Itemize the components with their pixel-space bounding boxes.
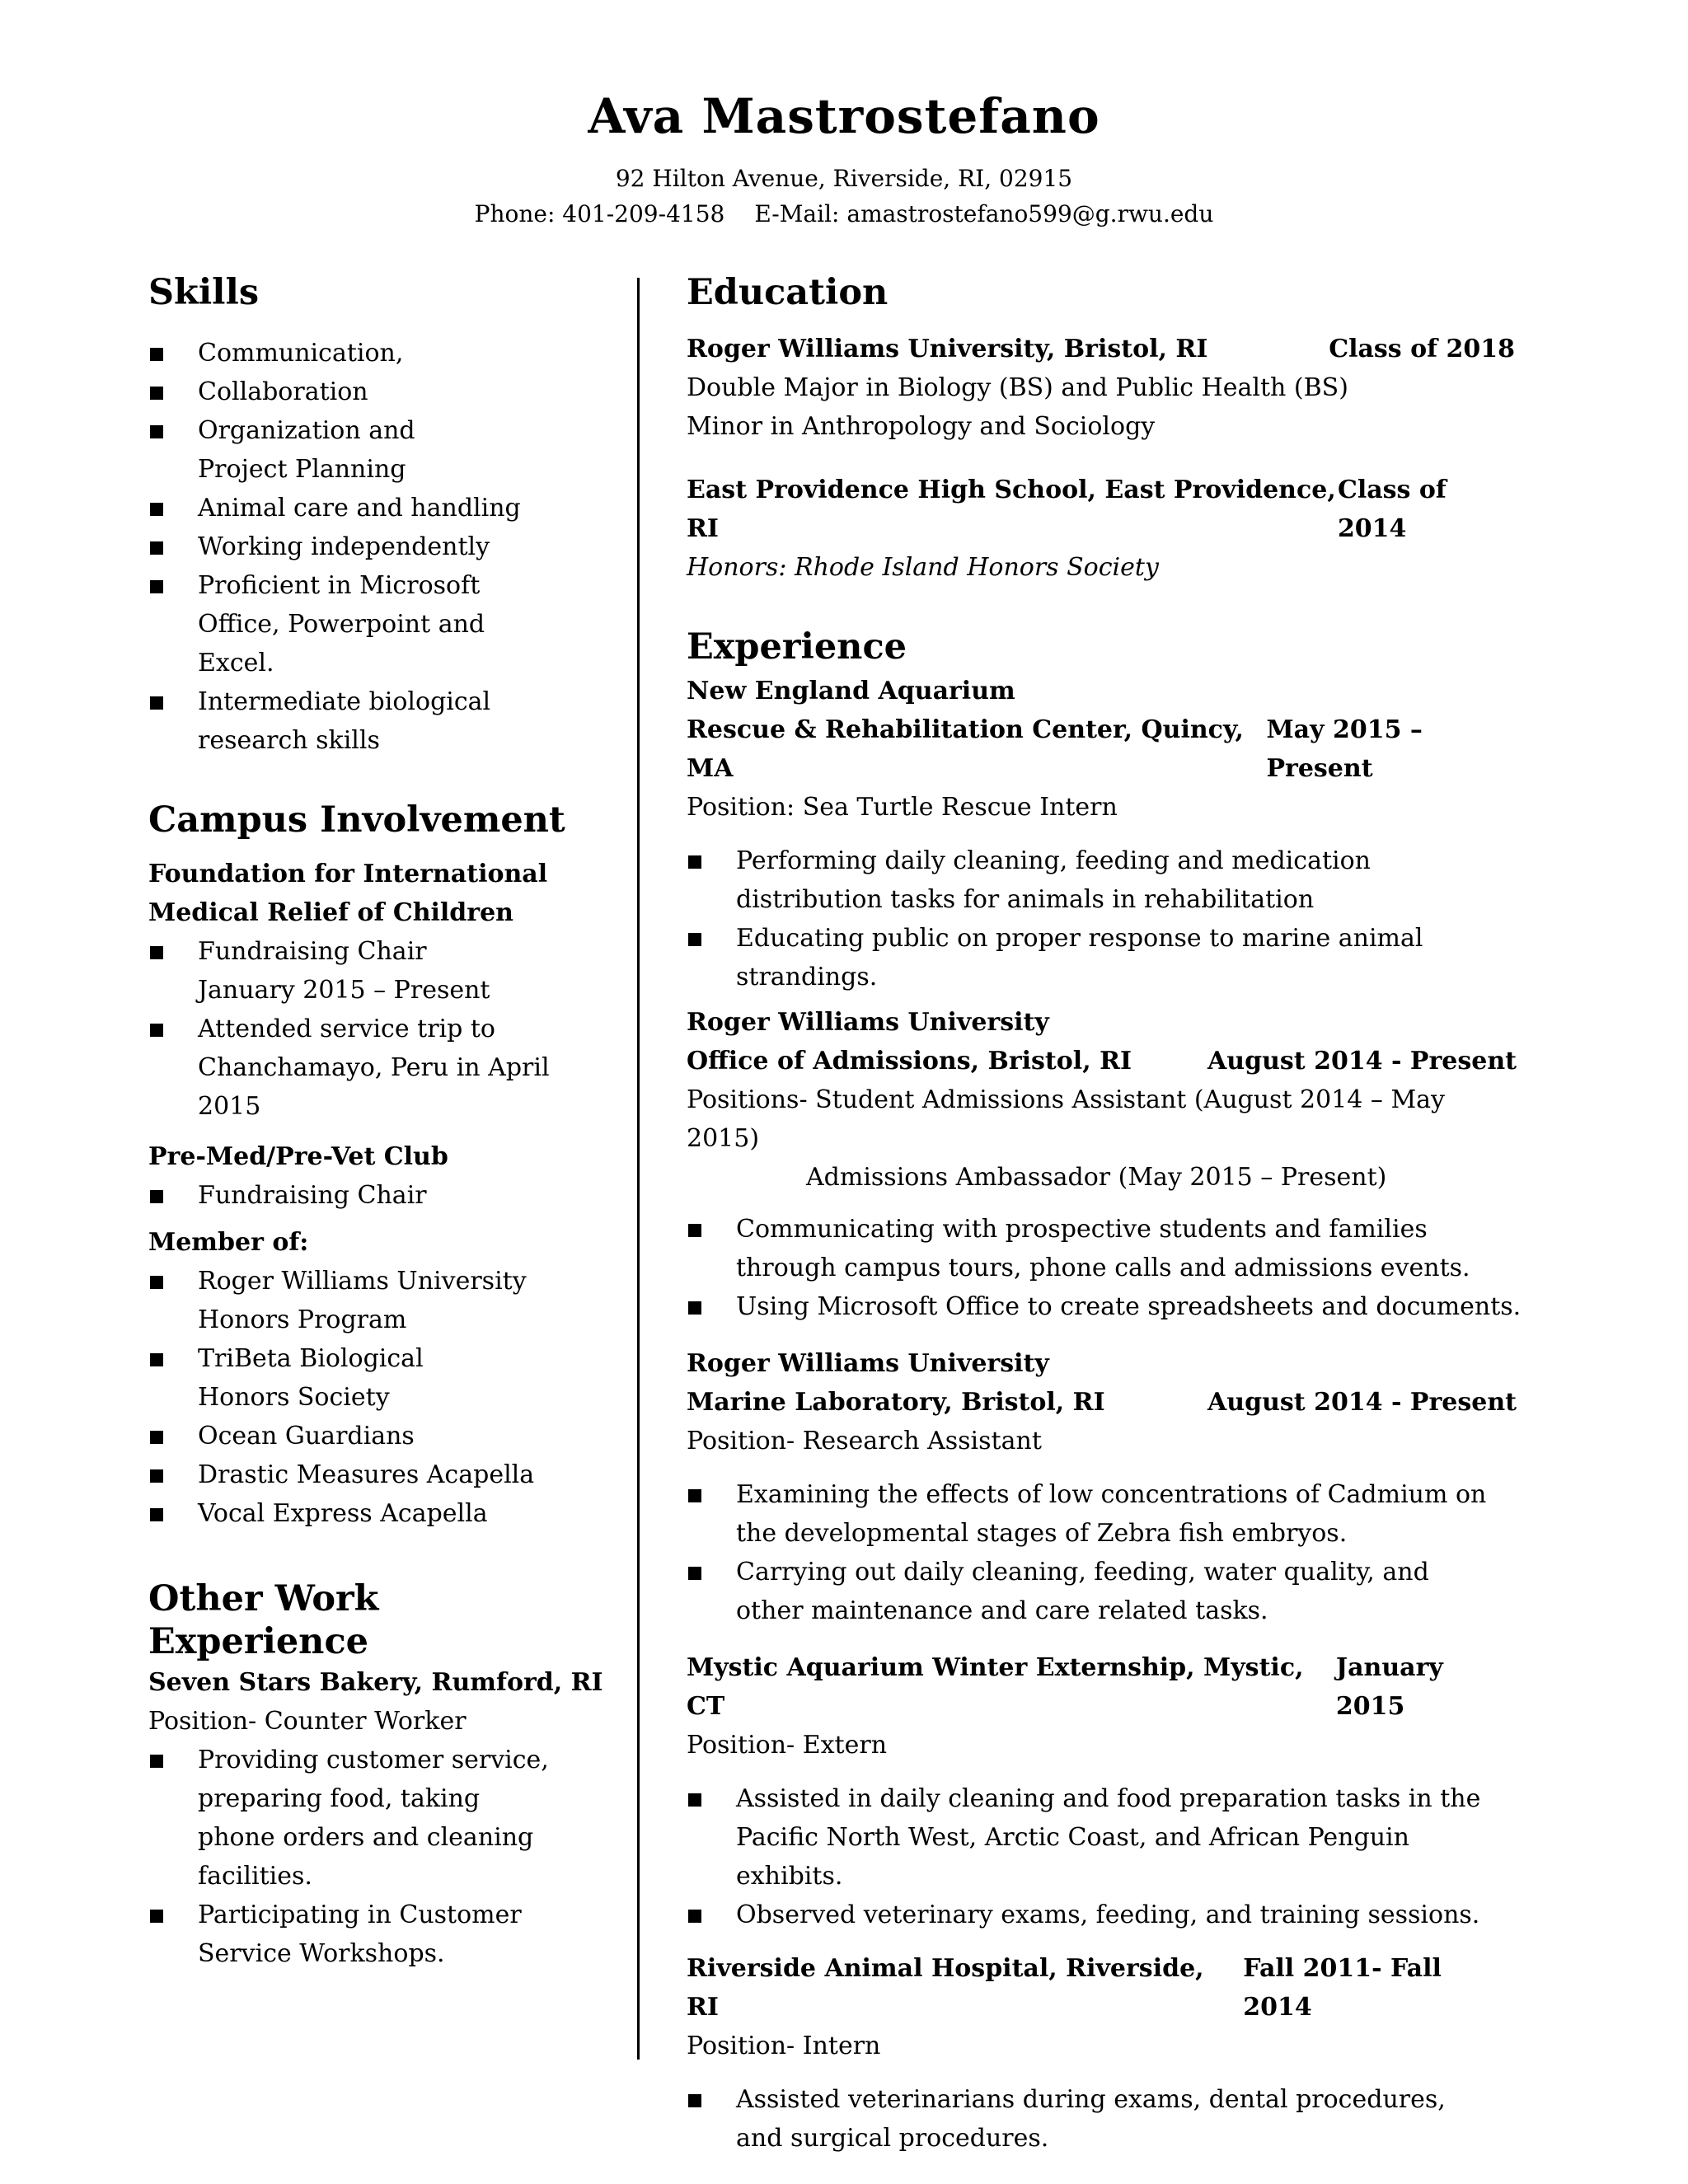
job-org: Roger Williams University (687, 1349, 1049, 1379)
campus-item: Attended service trip to Chanchamayo, Peru in April 2015 (148, 1010, 610, 1126)
job-item: Examining the effects of low concentrations of Cadmium on the developmental stages of Zebra fish embryos. (687, 1475, 1523, 1553)
job-item: Assisted veterinarians during exams, dental procedures, and surgical procedures. (687, 2080, 1523, 2158)
org-name: Foundation for International (148, 860, 548, 889)
school-name: Roger Williams University, Bristol, RI (687, 334, 1208, 363)
member-item: Roger Williams University Honors Program (148, 1262, 610, 1339)
job-place: Marine Laboratory, Bristol, RI (687, 1388, 1105, 1418)
skill-item: Communication, (148, 334, 610, 373)
phone: Phone: 401-209-4158 (474, 200, 725, 228)
employer: Seven Stars Bakery, Rumford, RI (148, 1668, 603, 1698)
skills-title: Skills (148, 272, 260, 313)
school-date: Class of 2014 (1337, 475, 1447, 543)
work-item: Providing customer service, preparing food, taking phone orders and cleaning facilities. (148, 1741, 610, 1896)
other-work-title: Other Work Experience (148, 1578, 379, 1662)
right-column (687, 272, 1523, 2158)
school-date: Class of 2018 (1329, 334, 1515, 363)
job-position: Positions- Student Admissions Assistant (August 2014 – May 2015) (687, 1085, 1446, 1154)
education-row (687, 471, 1523, 548)
job-item: Using Microsoft Office to create spreadsheets and documents. (687, 1287, 1523, 1326)
email: E-Mail: amastrostefano599@g.rwu.edu (754, 200, 1214, 228)
job-place: Office of Admissions, Bristol, RI (687, 1047, 1132, 1076)
work-item: Participating in Customer Service Workshops. (148, 1896, 610, 1973)
job-item: Carrying out daily cleaning, feeding, water quality, and other maintenance and care related tasks. (687, 1553, 1523, 1630)
job-item: Performing daily cleaning, feeding and medication distribution tasks for animals in rehabilitation (687, 841, 1523, 919)
job-date: Fall 2011- Fall 2014 (1243, 1954, 1442, 2022)
contact-line (0, 200, 1688, 228)
job-row (687, 1648, 1523, 1726)
left-column (148, 272, 610, 1973)
org-name: Pre-Med/Pre-Vet Club (148, 1142, 448, 1172)
campus-item (148, 932, 610, 1010)
skill-item: Proficient in Microsoft Office, Powerpoint and Excel. (148, 566, 610, 682)
skill-item: Animal care and handling (148, 489, 610, 527)
job-place: Riverside Animal Hospital, Riverside, RI (687, 1954, 1204, 2022)
column-divider (637, 278, 640, 2060)
job-date: January 2015 (1335, 1653, 1443, 1722)
org-name: Medical Relief of Children (148, 898, 513, 928)
job-position: Admissions Ambassador (May 2015 – Present) (806, 1163, 1387, 1193)
campus-item-role: Fundraising Chair (198, 937, 427, 967)
degree: Double Major in Biology (BS) and Public Health (BS) (687, 373, 1348, 402)
member-item: TriBeta Biological Honors Society (148, 1339, 610, 1417)
job-org: Roger Williams University (687, 1008, 1049, 1038)
campus-title: Campus Involvement (148, 799, 565, 841)
job-position: Position: Sea Turtle Rescue Intern (687, 793, 1118, 823)
job-place: Mystic Aquarium Winter Externship, Mystic, CT (687, 1653, 1304, 1722)
experience-title: Experience (687, 626, 907, 668)
member-item: Ocean Guardians (148, 1417, 610, 1455)
education-row (687, 330, 1523, 368)
school-name: East Providence High School, East Providence, RI (687, 475, 1336, 543)
job-date: August 2014 - Present (1207, 1388, 1517, 1418)
education-title: Education (687, 272, 889, 313)
position: Position- Counter Worker (148, 1707, 467, 1736)
job-item: Assisted in daily cleaning and food preparation tasks in the Pacific North West, Arctic Coast, and African Penguin exhibits. (687, 1779, 1523, 1896)
honors: Honors: Rhode Island Honors Society (687, 552, 1159, 582)
job-position: Position- Extern (687, 1731, 888, 1760)
member-item: Drastic Measures Acapella (148, 1455, 610, 1494)
member-of-title: Member of: (148, 1228, 309, 1258)
member-item: Vocal Express Acapella (148, 1494, 610, 1533)
job-date: May 2015 – Present (1266, 715, 1423, 784)
skill-item: Working independently (148, 527, 610, 566)
job-org: New England Aquarium (687, 677, 1015, 706)
job-place: Rescue & Rehabilitation Center, Quincy, MA (687, 715, 1244, 784)
job-row (687, 1383, 1523, 1422)
job-item: Communicating with prospective students and families through campus tours, phone calls and admissions events. (687, 1210, 1523, 1287)
skill-item: Organization and Project Planning (148, 411, 610, 489)
campus-item: Fundraising Chair (148, 1176, 610, 1215)
job-row (687, 1949, 1523, 2027)
job-item: Observed veterinary exams, feeding, and training sessions. (687, 1896, 1523, 1934)
campus-item-date: January 2015 – Present (198, 976, 490, 1005)
skill-item: Collaboration (148, 373, 610, 411)
job-row (687, 710, 1523, 788)
minor: Minor in Anthropology and Sociology (687, 411, 1156, 441)
skills-list (148, 334, 610, 760)
address: 92 Hilton Avenue, Riverside, RI, 02915 (615, 164, 1073, 192)
job-row (687, 1042, 1523, 1080)
resume-header (0, 88, 1688, 228)
job-item: Educating public on proper response to marine animal strandings. (687, 919, 1523, 996)
candidate-name: Ava Mastrostefano (588, 88, 1100, 144)
job-position: Position- Research Assistant (687, 1427, 1042, 1456)
job-position: Position- Intern (687, 2032, 881, 2061)
job-date: August 2014 - Present (1207, 1047, 1517, 1076)
skill-item: Intermediate biological research skills (148, 682, 610, 760)
